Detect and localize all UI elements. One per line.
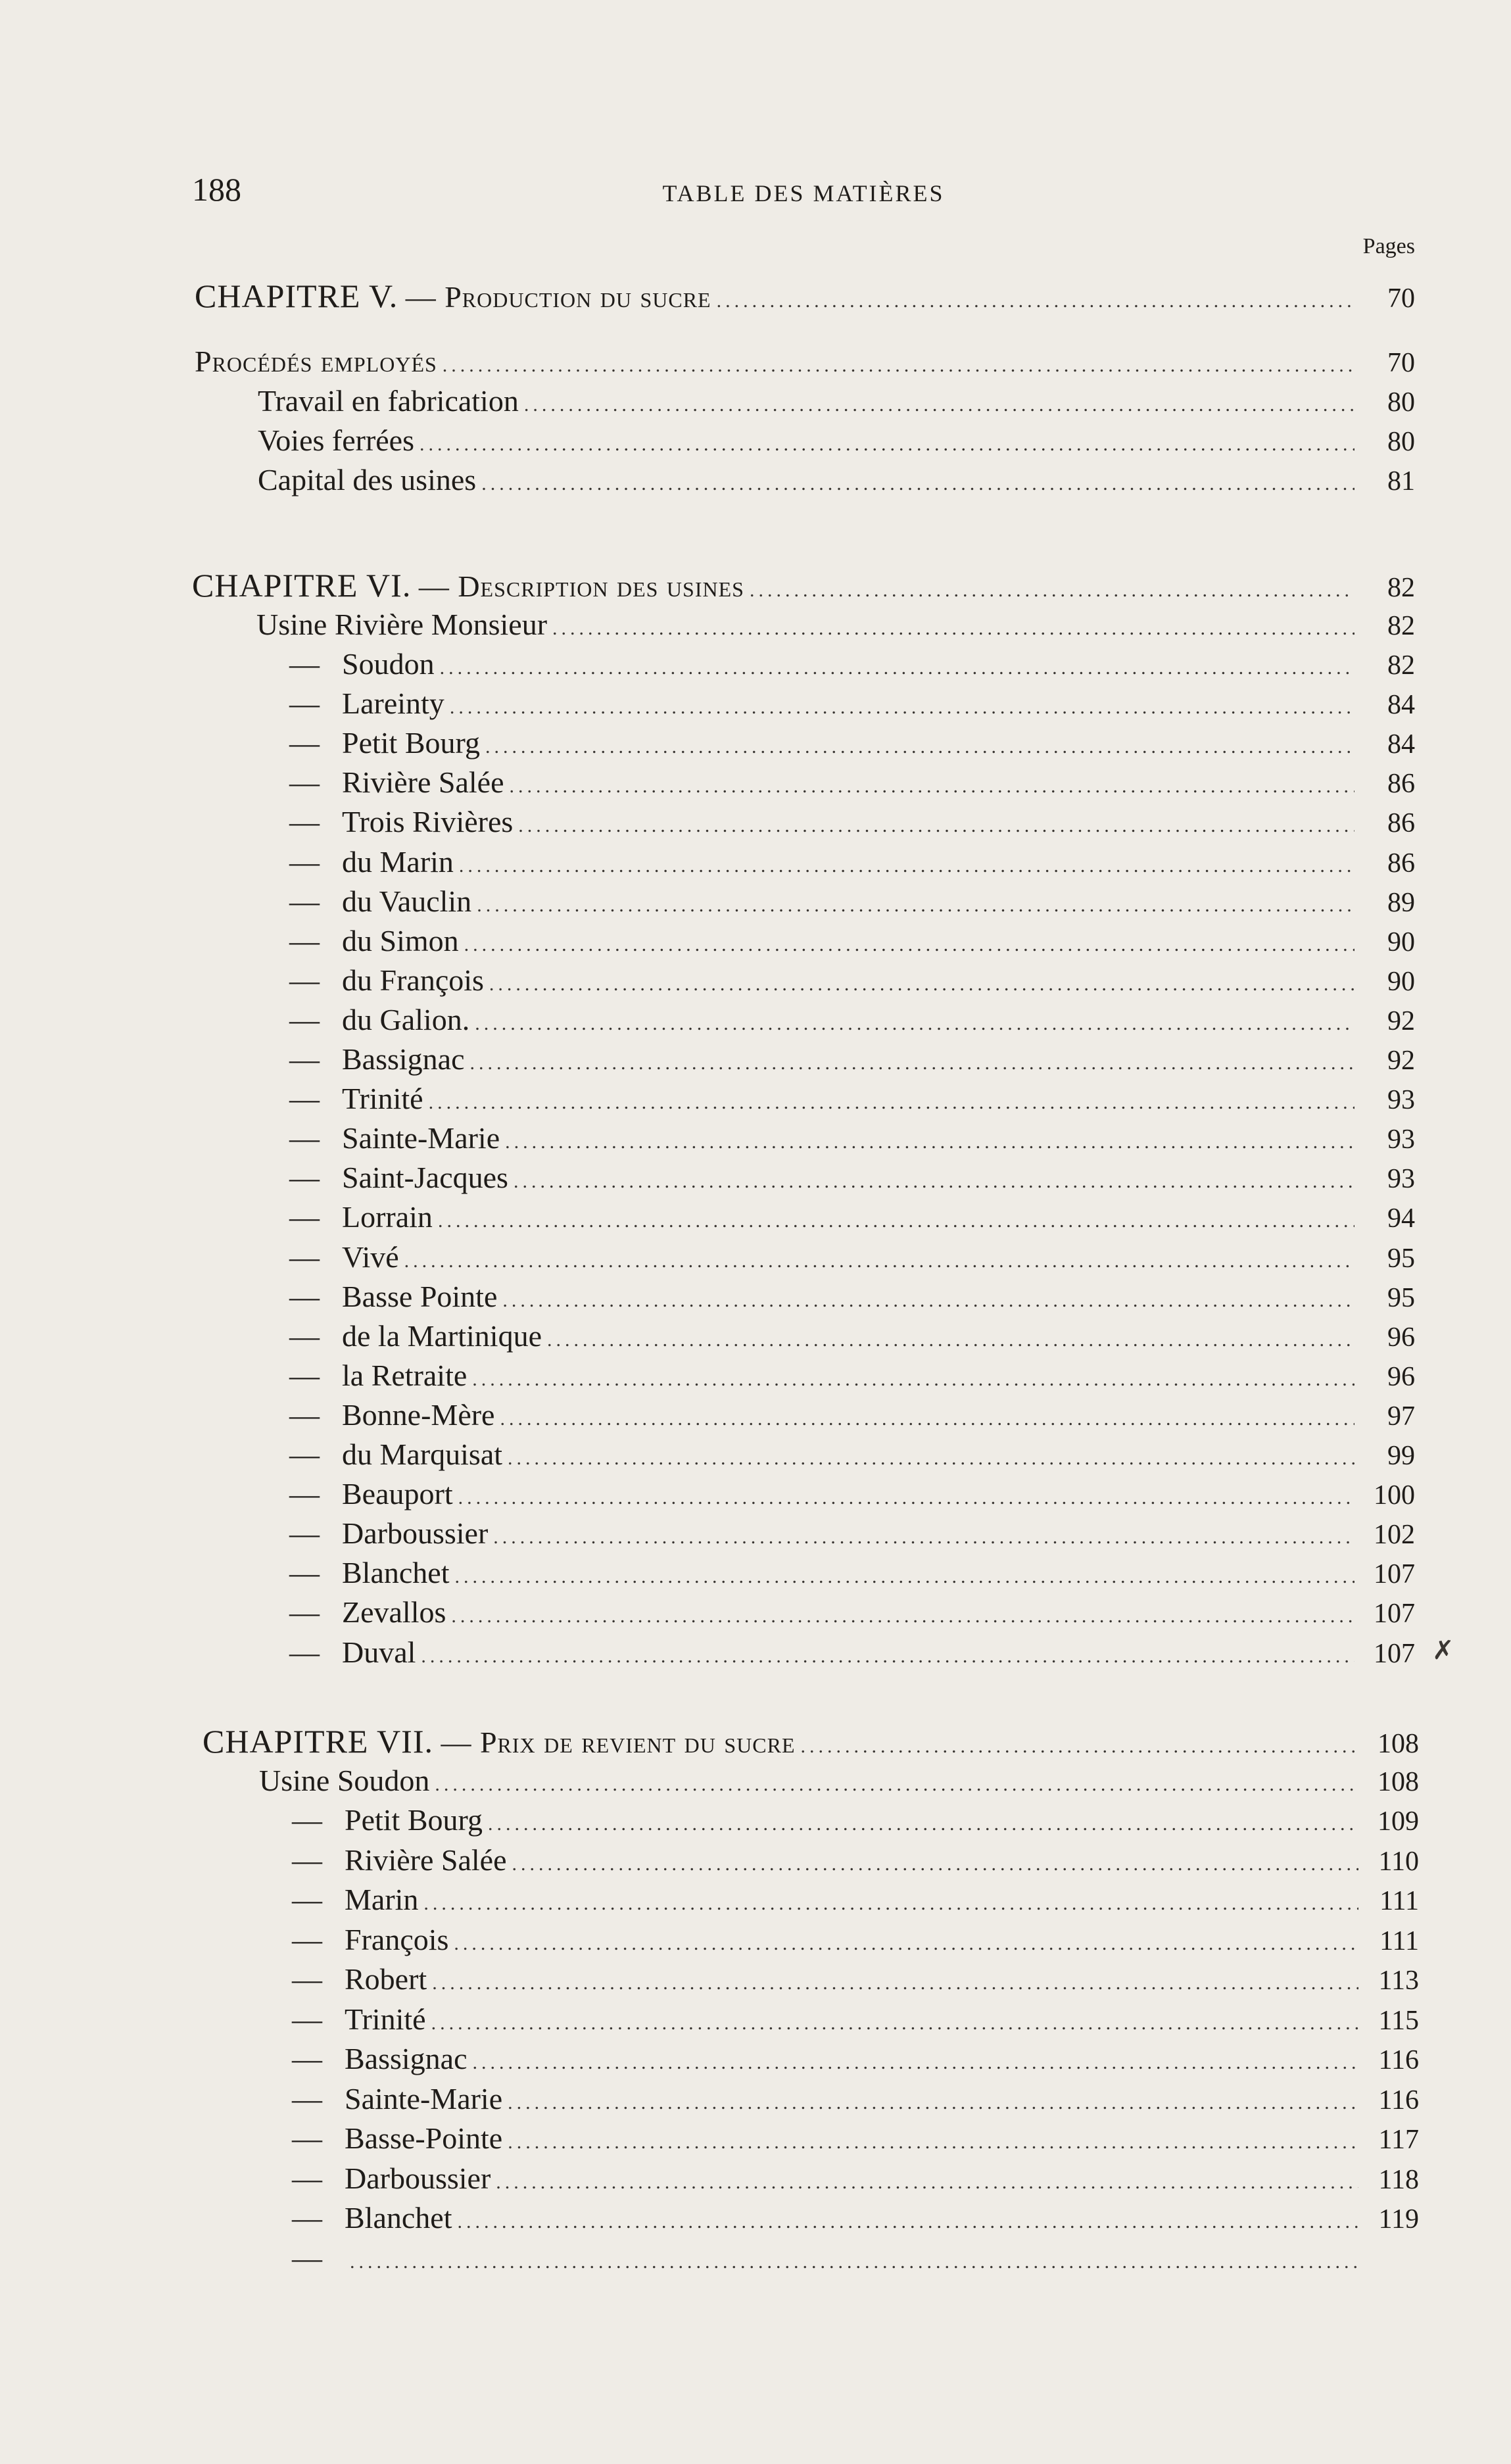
ditto-dash: — [289,884,320,918]
page-ref: 96 [1387,1322,1415,1353]
page-ref: 92 [1387,1005,1415,1036]
page-ref: 117 [1378,2125,1419,2155]
entry-title: du Vauclin [342,884,472,918]
toc-entry[interactable] [289,1356,1415,1395]
entry-title: Beauport [342,1477,453,1511]
toc-entry[interactable] [289,684,1415,723]
ditto-dash: — [289,1595,320,1630]
entry-title: Travail en fabrication [258,384,519,418]
page-ref: 86 [1387,769,1415,800]
page-ref: 119 [1378,2204,1419,2235]
ditto-dash: — [289,1082,320,1116]
dot-leader [475,1004,1355,1044]
toc-entry[interactable] [289,723,1415,763]
page-ref: 115 [1378,2005,1419,2036]
ditto-dash: — [292,1803,322,1837]
chapter-title: — Production du sucre [405,280,711,314]
page-ref: 118 [1378,2164,1419,2195]
ditto-dash: — [289,1635,320,1669]
page-ref: 90 [1387,966,1415,997]
toc-entry[interactable] [289,644,1415,684]
page-ref: 107 [1374,1599,1415,1630]
entry-title: Bonne-Mère [342,1397,495,1432]
entry-title: Basse Pointe [342,1279,498,1313]
entry-title: Vivé [342,1240,399,1274]
ditto-dash: — [289,1002,320,1036]
toc-entry[interactable] [289,842,1415,882]
dot-leader [505,1123,1355,1162]
toc-entry[interactable] [289,1040,1415,1079]
dot-leader [514,1162,1355,1201]
dot-leader [464,925,1355,965]
dot-leader [500,1399,1355,1439]
entry-title: Voies ferrées [258,423,414,457]
page-ref: 108 [1378,1767,1419,1797]
dot-leader [472,1360,1355,1399]
ditto-dash: — [289,1240,320,1274]
dot-leader [350,2242,1358,2282]
ditto-dash: — [289,923,320,957]
toc-entry[interactable] [258,381,1415,421]
chapter-number: CHAPITRE VII. [203,1723,433,1760]
chapter-heading[interactable] [192,566,1415,605]
entry-title: Darboussier [345,2161,491,2195]
dot-leader [443,346,1355,385]
pages-column-label: Pages [1362,234,1415,258]
dot-leader [552,609,1355,648]
toc-entry[interactable] [289,1119,1415,1158]
toc-entry[interactable] [292,1800,1419,1840]
page-ref: 96 [1387,1361,1415,1392]
dot-leader [502,1281,1355,1320]
entry-title: du François [342,963,484,997]
toc-entry[interactable] [289,1197,1415,1237]
dot-leader [404,1242,1355,1281]
entry-title: Lorrain [342,1200,433,1234]
ditto-dash: — [292,2201,322,2235]
page-ref: 94 [1387,1203,1415,1234]
margin-pencil-mark: ✗ [1432,1635,1454,1665]
page-ref: 97 [1387,1401,1415,1432]
entry-title: Sainte-Marie [345,2081,503,2115]
ditto-dash: — [289,1318,320,1353]
page-ref: 95 [1387,1243,1415,1274]
entry-title: Duval [342,1635,416,1669]
toc-entry[interactable] [289,1514,1415,1553]
ditto-dash: — [292,2161,322,2195]
ditto-dash: — [292,2121,322,2155]
entry-title: du Marin [342,844,454,879]
toc-entry[interactable] [289,763,1415,802]
ditto-dash: — [292,1922,322,1956]
entry-title: Bassignac [345,2042,468,2075]
dot-leader [458,1478,1355,1518]
toc-entry[interactable] [289,961,1415,1000]
page-ref: 70 [1387,348,1415,378]
toc-entry[interactable] [289,1238,1415,1277]
page-ref: 111 [1379,1925,1419,1956]
page-ref: 82 [1387,611,1415,641]
dot-leader [440,648,1355,688]
dot-leader [717,281,1355,321]
dot-leader [488,1804,1358,1844]
toc-entry[interactable] [289,1395,1415,1435]
chapter-number: CHAPITRE VI. [192,567,412,604]
page-ref: 86 [1387,848,1415,879]
page-ref: 70 [1387,283,1415,314]
entry-title: de la Martinique [342,1318,542,1353]
dot-leader [451,1597,1355,1636]
entry-title: Saint-Jacques [342,1161,508,1195]
dot-leader [547,1320,1355,1360]
ditto-dash: — [289,844,320,879]
entry-title: Sainte-Marie [342,1121,500,1155]
page-ref: 110 [1378,1846,1419,1877]
dot-leader [496,2163,1358,2202]
toc-entry[interactable] [292,2238,1419,2278]
dot-leader [481,464,1355,504]
ditto-dash: — [292,2002,322,2036]
dot-leader [473,2043,1358,2083]
chapter-heading[interactable] [203,1722,1419,1761]
toc-entry[interactable] [289,1317,1415,1356]
toc-entry[interactable] [292,1880,1419,1920]
entry-title: Basse-Pointe [345,2121,503,2155]
dot-leader [510,767,1355,806]
toc-entry[interactable] [289,1277,1415,1317]
ditto-dash: — [289,1279,320,1313]
toc-entry[interactable] [292,2159,1419,2198]
section-entry[interactable] [195,342,1415,381]
entry-title: Blanchet [342,1556,450,1590]
toc-entry[interactable] [258,460,1415,500]
dot-leader [489,965,1355,1004]
chapter-title: — Prix de revient du sucre [441,1726,796,1759]
dot-leader [458,2202,1359,2242]
toc-entry[interactable] [289,1593,1415,1632]
running-title: TABLE DES MATIÈRES [662,180,945,206]
toc-entry[interactable] [292,2039,1419,2079]
entry-title: François [345,1922,449,1956]
page-ref: 82 [1387,573,1415,603]
entry-title: Petit Bourg [345,1803,483,1837]
ditto-dash: — [292,2081,322,2115]
page-ref: 93 [1387,1124,1415,1155]
dot-leader [485,727,1355,767]
toc-entry[interactable] [292,1841,1419,1880]
toc-entry[interactable] [289,1553,1415,1593]
ditto-dash: — [289,687,320,721]
page-ref: 113 [1378,1966,1419,1996]
toc-entry[interactable] [292,2198,1419,2238]
toc-entry[interactable] [292,2119,1419,2158]
entry-title: du Marquisat [342,1437,503,1471]
dot-leader [508,1439,1355,1478]
page-ref: 107 [1374,1638,1415,1669]
dot-leader [431,2004,1358,2043]
toc-entry[interactable] [256,605,1415,644]
toc-entry[interactable] [259,1761,1419,1800]
ditto-dash: — [289,963,320,997]
dot-leader [508,2123,1358,2162]
entry-title: Robert [345,1962,427,1996]
dot-leader [432,1964,1358,2003]
dot-leader [429,1083,1355,1123]
toc-entry[interactable] [289,1474,1415,1514]
toc-entry[interactable] [289,1158,1415,1197]
entry-title: la Retraite [342,1358,468,1392]
page-ref: 84 [1387,729,1415,760]
dot-leader [524,385,1355,425]
entry-title: Trinité [345,2002,426,2036]
toc-entry[interactable] [292,1920,1419,1960]
ditto-dash: — [289,1516,320,1551]
entry-title: Zevallos [342,1595,446,1630]
dot-leader [477,886,1355,925]
ditto-dash: — [289,1121,320,1155]
chapter-heading[interactable] [195,276,1415,316]
dot-leader [508,2083,1358,2123]
toc-entry[interactable] [289,1435,1415,1474]
toc-entry[interactable] [292,1960,1419,1999]
ditto-dash: — [292,1843,322,1877]
ditto-dash: — [289,1477,320,1511]
dot-leader [470,1044,1355,1083]
toc-entry[interactable] [289,1079,1415,1119]
toc-entry[interactable] [289,1633,1415,1672]
dot-leader [459,846,1355,886]
toc-entry[interactable] [292,2079,1419,2119]
page-ref: 100 [1374,1480,1415,1511]
page-ref: 93 [1387,1164,1415,1195]
ditto-dash: — [289,1042,320,1076]
ditto-dash: — [289,805,320,839]
page-ref: 93 [1387,1085,1415,1116]
entry-title: Darboussier [342,1516,489,1551]
toc-entry[interactable] [289,921,1415,961]
entry-title: du Galion. [342,1002,470,1036]
ditto-dash: — [289,1161,320,1195]
entry-title: Rivière Salée [345,1843,507,1877]
page-ref: 95 [1387,1282,1415,1313]
page-ref: 80 [1387,427,1415,457]
chapter-title: — Description des usines [418,569,744,603]
page-ref: 84 [1387,690,1415,721]
toc-entry[interactable] [289,1000,1415,1040]
page-header [192,170,1415,209]
page-ref: 86 [1387,808,1415,839]
ditto-dash: — [289,1556,320,1590]
page-ref: 82 [1387,650,1415,681]
entry-title: Soudon [342,647,435,681]
dot-leader [450,688,1355,727]
dot-leader [438,1201,1355,1241]
page-ref: 90 [1387,927,1415,957]
ditto-dash: — [289,1358,320,1392]
page-ref: 92 [1387,1046,1415,1076]
entry-title: Capital des usines [258,463,477,496]
page-ref: 99 [1387,1441,1415,1471]
page-ref: 108 [1378,1729,1419,1759]
ditto-dash: — [292,2240,322,2275]
entry-title: Bassignac [342,1042,465,1076]
ditto-dash: — [292,1883,322,1916]
dot-leader [455,1557,1355,1597]
page-ref: 80 [1387,387,1415,418]
page-number: 188 [192,171,241,208]
toc-entry[interactable] [289,882,1415,921]
entry-title: Marin [345,1883,419,1916]
ditto-dash: — [289,765,320,800]
entry-title: Trois Rivières [342,805,514,839]
entry-title: Petit Bourg [342,726,481,760]
entry-title: Procédés employés [195,345,437,378]
ditto-dash: — [289,1200,320,1234]
page-ref: 102 [1374,1520,1415,1551]
dot-leader [423,1884,1358,1923]
page-ref: 107 [1374,1559,1415,1590]
ditto-dash: — [292,2042,322,2075]
entry-title: Trinité [342,1082,423,1116]
ditto-dash: — [292,1962,322,1996]
page-ref: 109 [1378,1806,1419,1837]
toc-entry[interactable] [289,802,1415,842]
dot-leader [420,425,1355,464]
ditto-dash: — [289,726,320,760]
ditto-dash: — [289,1397,320,1432]
entry-title: Lareinty [342,687,444,721]
entry-title: Rivière Salée [342,765,504,800]
page-ref: 116 [1378,2045,1419,2075]
entry-title: du Simon [342,923,459,957]
dot-leader [512,1845,1358,1884]
dot-leader [435,1765,1358,1804]
page-ref: 81 [1387,466,1415,496]
entry-title: Usine Soudon [259,1764,430,1797]
page-ref: 116 [1378,2085,1419,2115]
dot-leader [421,1637,1355,1676]
dot-leader [750,571,1355,610]
dot-leader [493,1518,1355,1557]
ditto-dash: — [289,1437,320,1471]
page-ref: 89 [1387,887,1415,918]
dot-leader [454,1924,1358,1964]
dot-leader [801,1727,1358,1766]
chapter-number: CHAPITRE V. [195,278,398,314]
entry-title: Usine Rivière Monsieur [256,608,548,641]
toc-entry[interactable] [292,2000,1419,2039]
entry-title: Blanchet [345,2201,452,2235]
ditto-dash: — [289,647,320,681]
toc-entry[interactable] [258,421,1415,460]
dot-leader [518,806,1355,846]
page-ref: 111 [1379,1886,1419,1916]
